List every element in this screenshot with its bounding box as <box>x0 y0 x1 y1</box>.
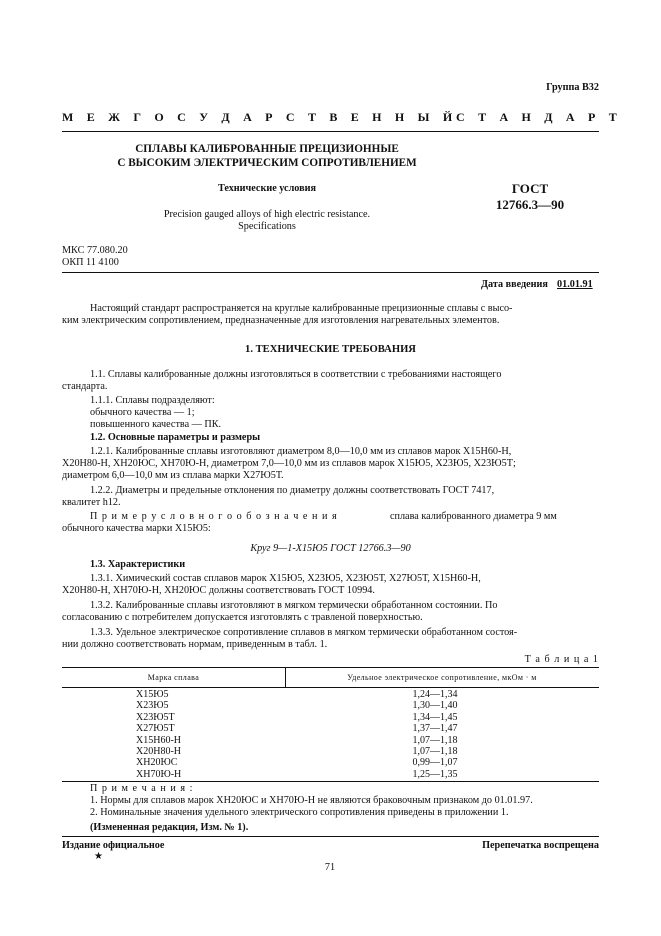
table-cell-resistivity: 1,24—1,34 <box>412 689 458 700</box>
table-cell-resistivity: 1,07—1,18 <box>412 746 458 757</box>
table-header-alloy: Марка сплава <box>147 673 200 682</box>
notes-label: П р и м е ч а н и я : <box>90 783 194 794</box>
table-cell-alloy: Х27Ю5Т <box>136 723 175 735</box>
page-number: 71 <box>324 862 336 873</box>
title-line-2: С ВЫСОКИМ ЭЛЕКТРИЧЕСКИМ СОПРОТИВЛЕНИЕМ <box>117 157 417 169</box>
paragraph-1-3-3-line-1: 1.3.3. Удельное электрическое сопротивление сплавов в мягком термически обработанном состоя- <box>90 627 518 638</box>
star-icon: ★ <box>94 851 103 862</box>
footer-official-edition: Издание официальное <box>62 840 165 851</box>
table-caption: Т а б л и ц а 1 <box>524 654 599 665</box>
codes-divider <box>62 272 599 273</box>
footer-divider <box>62 836 599 837</box>
english-title-line-2: Specifications <box>238 221 296 232</box>
heading-1-2: 1.2. Основные параметры и размеры <box>90 432 261 443</box>
note-1: 1. Нормы для сплавов марок ХН20ЮС и ХН70Ю-Н не являются браковочным признаком до 01.01.97. <box>90 795 533 806</box>
table-cell-resistivity: 1,25—1,35 <box>412 768 458 780</box>
table-cell-alloy: Х23Ю5 <box>136 700 169 712</box>
table-cell-alloy: Х20Н80-Н <box>136 746 181 757</box>
paragraph-1-2-1-line-3: диаметром 6,0—10,0 мм из сплава марки Х27Ю5Т. <box>62 470 284 481</box>
example-line-2: обычного качества марки Х15Ю5: <box>62 523 211 534</box>
paragraph-1-2-2-line-1: 1.2.2. Диаметры и предельные отклонения по диаметру должны соответствовать ГОСТ 7417, <box>90 485 495 496</box>
gost-label: ГОСТ <box>511 181 549 196</box>
mks-code: МКС 77.080.20 <box>62 245 128 256</box>
paragraph-1-3-1-line-2: Х20Н80-Н, ХН70Ю-Н, ХН20ЮС должны соответствовать ГОСТ 10994. <box>62 585 375 596</box>
standard-heading-left: М Е Ж Г О С У Д А Р С Т В Е Н Н Ы Й <box>62 110 458 124</box>
paragraph-1-2-2-line-2: квалитет h12. <box>62 497 121 508</box>
paragraph-1-2-1-line-2: Х20Н80-Н, ХН20ЮС, ХН70Ю-Н, диаметром 7,0—10,0 мм из сплавов марок Х15Ю5, Х23Ю5, Х23Ю5Т; <box>62 458 516 469</box>
table-header-border <box>62 687 599 688</box>
gost-number: 12766.3—90 <box>495 197 565 212</box>
paragraph-1-3-2-line-1: 1.3.2. Калиброванные сплавы изготовляют в мягком термически обработанном состоянии. По <box>90 600 498 611</box>
table-cell-alloy: Х23Ю5Т <box>136 711 175 723</box>
table-cell-alloy: Х15Ю5 <box>136 689 169 700</box>
table-cell-alloy: ХН70Ю-Н <box>136 768 182 780</box>
intro-line-1: Настоящий стандарт распространяется на круглые калиброванные прецизионные сплавы с высо- <box>90 303 513 314</box>
quality-ordinary: обычного качества — 1; <box>90 407 195 418</box>
table-top-border <box>62 667 599 668</box>
paragraph-1-3-1-line-1: 1.3.1. Химический состав сплавов марок Х15Ю5, Х23Ю5, Х23Ю5Т, Х27Ю5Т, Х15Н60-Н, <box>90 573 481 584</box>
group-code: Группа В32 <box>546 82 599 93</box>
english-title-line-1: Precision gauged alloys of high electric resistance. <box>163 209 371 220</box>
example-label: П р и м е р у с л о в н о г о о б о з н а ч е н и я <box>90 511 338 522</box>
subtitle: Технические условия <box>217 183 317 194</box>
quality-high: повышенного качества — ПК. <box>90 419 222 430</box>
section-1-heading: 1. ТЕХНИЧЕСКИЕ ТРЕБОВАНИЯ <box>245 344 416 355</box>
paragraph-1-2-1-line-1: 1.2.1. Калиброванные сплавы изготовляют диаметром 8,0—10,0 мм из сплавов марок Х15Н60-Н, <box>90 446 512 457</box>
table-cell-resistivity: 1,37—1,47 <box>412 723 458 735</box>
revision-note: (Измененная редакция, Изм. № 1). <box>90 822 249 833</box>
paragraph-1-1-line-2: стандарта. <box>62 381 108 392</box>
table-cell-resistivity: 0,99—1,07 <box>412 757 458 769</box>
table-cell-resistivity: 1,34—1,45 <box>412 711 458 723</box>
example-formula: Круг 9—1-Х15Ю5 ГОСТ 12766.3—90 <box>250 543 411 554</box>
table-cell-alloy: Х15Н60-Н <box>136 734 181 746</box>
example-label-rest: сплава калиброванного диаметра 9 мм <box>390 511 557 522</box>
note-2: 2. Номинальные значения удельного электрического сопротивления приведены в приложении 1. <box>90 807 509 818</box>
intro-date-label: Дата введения <box>481 279 548 290</box>
paragraph-1-1-line-1: 1.1. Сплавы калиброванные должны изготовляться в соответствии с требованиями настоящего <box>90 369 502 380</box>
heading-1-3: 1.3. Характеристики <box>90 559 186 570</box>
intro-date-value: 01.01.91 <box>557 279 593 290</box>
header-divider <box>62 131 599 132</box>
table-cell-resistivity: 1,07—1,18 <box>412 734 458 746</box>
title-line-1: СПЛАВЫ КАЛИБРОВАННЫЕ ПРЕЦИЗИОННЫЕ <box>135 143 399 155</box>
table-bottom-border <box>62 781 599 782</box>
paragraph-1-1-1: 1.1.1. Сплавы подразделяют: <box>90 395 215 406</box>
paragraph-1-3-3-line-2: нии должно соответствовать нормам, приведенным в табл. 1. <box>62 639 328 650</box>
table-cell-alloy: ХН20ЮС <box>136 757 178 769</box>
table-header-resistivity: Удельное электрическое сопротивление, мкОм · м <box>347 673 537 682</box>
table-cell-resistivity: 1,30—1,40 <box>412 700 458 712</box>
intro-line-2: ким электрическим сопротивлением, предназначенные для изготовления нагревательных элементов. <box>62 315 500 326</box>
footer-reprint-prohibited: Перепечатка воспрещена <box>482 840 599 851</box>
okp-code: ОКП 11 4100 <box>62 257 119 268</box>
standard-heading-right: С Т А Н Д А Р Т <box>456 110 622 124</box>
paragraph-1-3-2-line-2: согласованию с потребителем допускается изготовлять с травленой поверхностью. <box>62 612 423 623</box>
